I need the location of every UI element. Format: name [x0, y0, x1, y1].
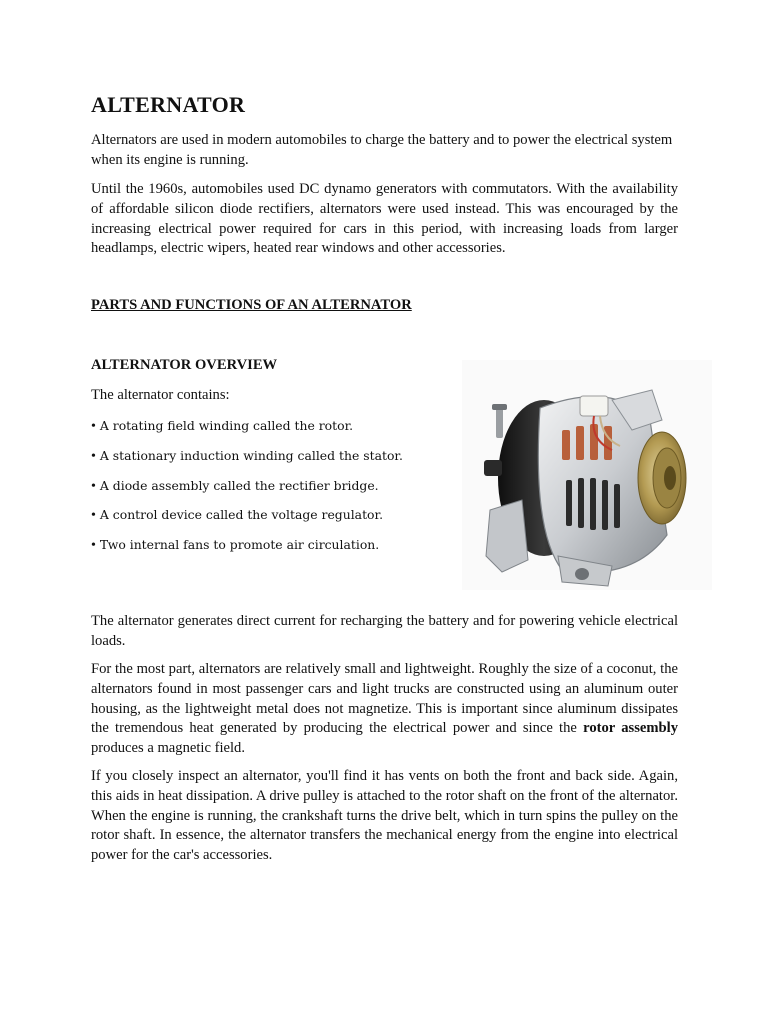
alternator-illustration: [462, 360, 712, 590]
document-title: ALTERNATOR: [91, 92, 246, 117]
list-item-text: A diode assembly called the rectifier bridge.: [99, 477, 379, 493]
list-item-text: A stationary induction winding called the stator.: [99, 447, 403, 463]
connector-plug: [580, 396, 608, 416]
overview-intro: The alternator contains:: [91, 387, 230, 403]
list-item-text: Two internal fans to promote air circulation.: [99, 537, 380, 553]
list-item: [91, 446, 403, 476]
rotor-assembly-term: rotor assembly: [583, 720, 678, 737]
body-paragraph-2-text-b: produces a magnetic field.: [91, 740, 245, 757]
intro-paragraph-2: Until the 1960s, automobiles used DC dynamo generators with commutators. With the availability of affordable silicon diode rectifiers, alternators were used instead. This was encouraged by the increasing electrical power required for cars in this period, with increasing loads from larger headlamps, electric wipers, heated rear windows and other accessories.: [91, 181, 678, 257]
list-item-text: A control device called the voltage regulator.: [99, 507, 384, 523]
list-item: [91, 416, 403, 446]
body-paragraph-1: The alternator generates direct current for recharging the battery and for powering vehicle electrical loads.: [91, 613, 678, 649]
intro-paragraph-1: Alternators are used in modern automobiles to charge the battery and to power the electrical system when its engine is running.: [91, 132, 673, 168]
list-item-text: A rotating field winding called the rotor.: [99, 418, 354, 433]
body-paragraph-2: [91, 660, 678, 759]
bullet-marker: •: [91, 419, 96, 434]
bullet-marker: •: [91, 448, 96, 464]
bullet-marker: •: [91, 478, 96, 494]
bullet-marker: •: [91, 538, 96, 554]
bullet-marker: •: [91, 508, 96, 524]
overview-heading: ALTERNATOR OVERVIEW: [91, 357, 278, 373]
parts-list: [91, 416, 403, 565]
list-item: [91, 476, 403, 506]
body-paragraph-2-text-a: For the most part, alternators are relatively small and lightweight. Roughly the size of a coconut, the alternators found in most passenger cars and light trucks are constructed using an aluminum outer housing, as the lightweight metal does not magnetize. This is important since aluminum dissipates the tremendous heat generated by producing the electrical power and since the: [91, 661, 678, 737]
list-item: [91, 505, 403, 535]
list-item: [91, 535, 403, 565]
body-paragraph-3: If you closely inspect an alternator, you'll find it has vents on both the front and back side. Again, this aids in heat dissipation. A drive pulley is attached to the rotor shaft on the front of the alternator. When the engine is running, the crankshaft turns the drive belt, which in turn spins the pulley on the rotor shaft. In essence, the alternator transfers the mechanical energy from the engine into electrical power for the car's accessories.: [91, 768, 678, 864]
alternator-photo: [462, 360, 712, 590]
section-heading: PARTS AND FUNCTIONS OF AN ALTERNATOR: [91, 297, 412, 313]
